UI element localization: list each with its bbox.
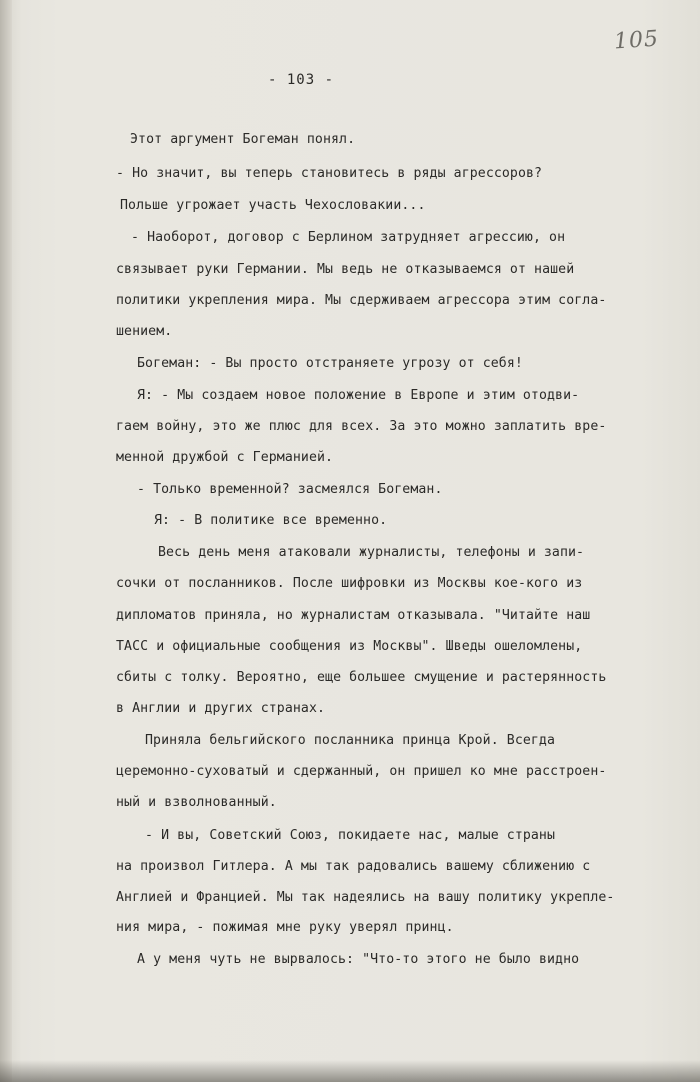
text-line-22: ный и взволнованный.: [116, 795, 277, 810]
text-line-5: связывает руки Германии. Мы ведь не отказываемся от нашей: [116, 262, 575, 277]
text-line-11: менной дружбой с Германией.: [116, 450, 334, 465]
text-line-13: Я: - В политике все временно.: [154, 513, 388, 528]
page-binding-edge: [0, 0, 12, 1082]
text-line-19: в Англии и других странах.: [116, 701, 326, 716]
text-line-6: политики укрепления мира. Мы сдерживаем агрессора этим соглa-: [116, 293, 607, 308]
handwritten-folio-number: 105: [613, 26, 660, 55]
text-line-8: Богеман: - Вы просто отстраняете угрозу от себя!: [137, 356, 523, 371]
text-line-10: гаем войну, это же плюс для всех. За это можно заплатить вре-: [116, 419, 607, 434]
text-line-24: на произвол Гитлера. А мы так радовались вашему сближению с: [116, 859, 591, 874]
text-line-9: Я: - Мы создаем новое положение в Европе и этим отодви-: [137, 388, 580, 403]
text-line-12: - Только временной? засмеялся Богеман.: [137, 482, 443, 497]
text-line-17: ТАСС и официальные сообщения из Москвы". Шведы ошеломлены,: [116, 639, 583, 654]
text-line-4: - Наоборот, договор с Берлином затрудняет агрессию, он: [131, 230, 566, 245]
text-line-26: ния мира, - пожимая мне руку уверял принц.: [116, 920, 454, 935]
text-line-23: - И вы, Советский Союз, покидаете нас, малые страны: [145, 828, 556, 843]
text-line-25: Англией и Францией. Мы так надеялись на вашу политику укрепле-: [116, 890, 615, 905]
text-line-3: Польше угрожает участь Чехословакии...: [120, 198, 426, 213]
text-line-18: сбиты с толку. Вероятно, еще большее смущение и растерянность: [116, 670, 607, 685]
page-number: - 103 -: [268, 72, 335, 88]
text-line-20: Приняла бельгийского посланника принца Крой. Всегда: [145, 733, 556, 748]
text-line-14: Весь день меня атаковали журналисты, телефоны и запи-: [158, 545, 585, 560]
text-line-27: А у меня чуть не вырвалось: "Что-то этого не было видно: [137, 952, 580, 967]
text-line-15: сочки от посланников. После шифровки из Москвы кое-кого из: [116, 576, 583, 591]
text-line-1: Этот аргумент Богеман понял.: [130, 132, 356, 147]
text-line-2: - Но значит, вы теперь становитесь в ряды агрессоров?: [116, 166, 543, 181]
page-bottom-shadow: [0, 1060, 700, 1082]
text-line-7: шением.: [116, 324, 173, 339]
text-line-21: церемонно-суховатый и сдержанный, он пришел ко мне расстроен-: [116, 764, 607, 779]
text-line-16: дипломатов приняла, но журналистам отказывала. "Читайте наш: [116, 608, 591, 623]
